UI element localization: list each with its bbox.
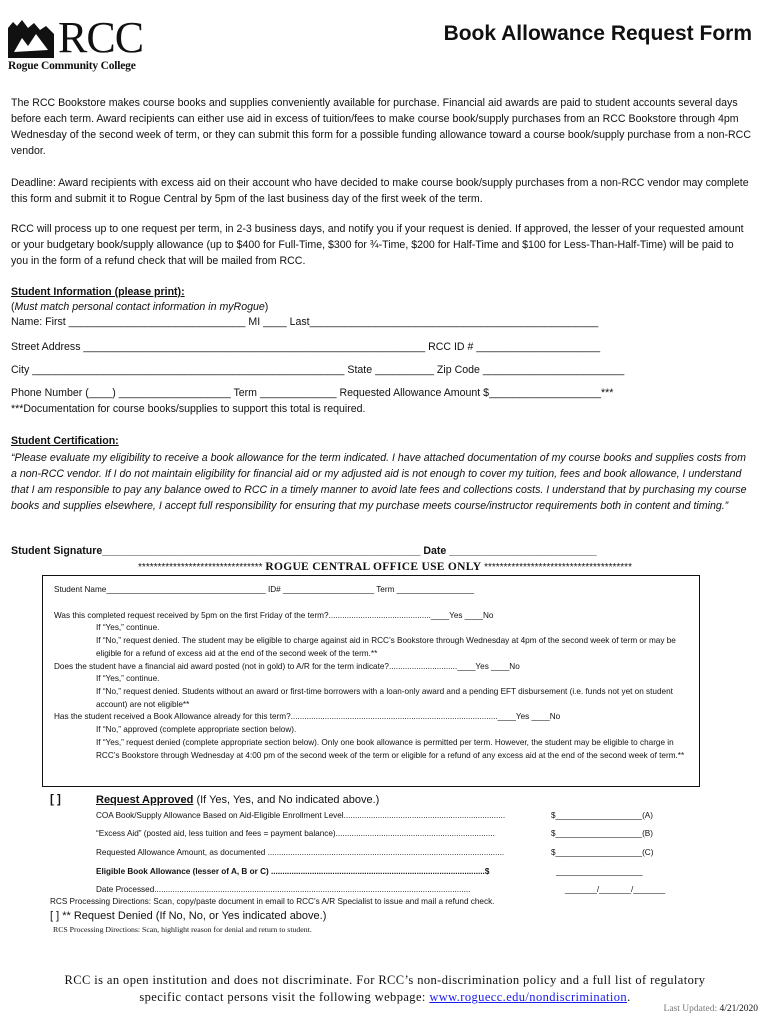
last-updated-label: Last Updated: bbox=[663, 1004, 718, 1014]
eligible-allowance-row: Eligible Book Allowance (lesser of A, B or C) ..............................................................................................$ bbox=[96, 867, 490, 876]
date-processed-value[interactable]: _______/_______/_______ bbox=[565, 885, 666, 894]
certification-heading: Student Certification: bbox=[11, 435, 119, 447]
logo-subtitle: Rogue Community College bbox=[8, 60, 136, 72]
certification-text: “Please evaluate my eligibility to receive a book allowance for the term indicated. I have attached documentation of my course books and supplies costs from a non-RCC vendor. If I do not maintain eligibility for financial aid or my adjusted aid is not enough to cover my tuition, fees and book allowance, I understand that I am responsible to pay any balance owed to RCC in a timely manner to avoid late fees and collections costs. I understand that by purchasing my course books and supplies elsewhere, I accept full responsibility for ensuring that my purchase meets course/instructor requirements both in content and timing.” bbox=[11, 452, 747, 512]
deadline-paragraph: Deadline: Award recipients with excess aid on their account who have decided to make course book/supply purchases from a non-RCC vendor may complete this form and submit it to Rogue Central by 5pm of the last business day of the first week of the term. bbox=[11, 177, 749, 205]
page-title: Book Allowance Request Form bbox=[443, 22, 752, 45]
processing-paragraph: RCC will process up to one request per term, in 2-3 business days, and notify you if your request is denied. If approved, the lesser of your requested amount or your budgetary book/supply allowance (up to $400 for Full-Time, $300 for ¾-Time, $200 for Half-Time and $100 for Less-Than-Half-Time) will be paid to you in the form of a refund check that will be mailed from RCC. bbox=[11, 223, 744, 267]
office-q3-yes: If “Yes,” request denied (complete appropriate section below). Only one book allowance is permitted per term. However, the student may be eligible to charge in RCC’s Bookstore through Wednesday at 4:00 pm of the second week of the term or eligible for a refund of any excess aid at the end of the second week of term.** bbox=[96, 738, 685, 760]
mountain-logo-icon bbox=[8, 20, 54, 58]
documentation-note: ***Documentation for course books/supplies to support this total is required. bbox=[11, 403, 366, 415]
logo-wordmark: RCC bbox=[58, 13, 144, 62]
footer-line-2-text: specific contact persons visit the following webpage: bbox=[139, 990, 430, 1004]
date-processed-row: Date Processed........................................................................................................................................... bbox=[96, 885, 471, 894]
last-updated bbox=[664, 1004, 758, 1014]
phone-field-line[interactable]: Phone Number (____) ___________________ Term _____________ Requested Allowance Amount $___________________*** bbox=[11, 387, 614, 399]
office-title-text: ROGUE CENTRAL OFFICE USE ONLY bbox=[265, 561, 482, 573]
student-info-note-text: Must match personal contact information in myRogue bbox=[14, 301, 265, 313]
signature-date-line[interactable]: Student Signature______________________________________________________ Date _________________________ bbox=[11, 545, 597, 557]
office-student-row[interactable]: Student Name___________________________________ ID# ____________________ Term _________________ bbox=[54, 585, 475, 594]
approval-rcs-directions: RCS Processing Directions: Scan, copy/paste document in email to RCC’s A/R Specialist to issue and mail a refund check. bbox=[50, 897, 495, 906]
coa-allowance-row: COA Book/Supply Allowance Based on Aid-Eligible Enrollment Level....................................................................... bbox=[96, 811, 506, 820]
intro-paragraph-1: The RCC Bookstore makes course books and supplies conveniently available for purchase. Financial aid awards are paid to student accounts several days before each term. Award recipients can either use aid in excess of tuition/fees to make course book/supply purchases from an RCC Bookstore through 4pm Wednesday of the second week of term, or they can submit this form for a possible funding allowance toward a course book/supply purchase from a non-RCC vendor. bbox=[11, 97, 751, 157]
office-q1-yes: If “Yes,” continue. bbox=[96, 623, 160, 632]
office-question-3[interactable]: Has the student received a Book Allowance already for this term?...........................................................................................____Yes ____No bbox=[54, 712, 561, 721]
office-stars-left: ******************************** bbox=[138, 562, 263, 573]
office-question-2[interactable]: Does the student have a financial aid award posted (not in gold) to A/R for the term indicate?..............................____Yes ____No bbox=[54, 662, 520, 671]
eligible-allowance-amount[interactable]: ___________________ bbox=[556, 867, 643, 876]
coa-allowance-amount[interactable]: $___________________(A) bbox=[551, 811, 653, 820]
approved-checkbox[interactable]: [ ] bbox=[50, 794, 61, 806]
footer-line-2 bbox=[0, 989, 770, 1006]
office-q2-no: If “No,” request denied. Students without an award or first-time borrowers with a loan-only award and a pending EFT disbursement (i.e. funds not yet on student account) are not eligible** bbox=[96, 687, 673, 709]
denial-rcs-directions: RCS Processing Directions: Scan, highlight reason for denial and return to student. bbox=[53, 925, 312, 934]
request-approved-label: Request Approved bbox=[96, 794, 194, 806]
rcc-logo bbox=[8, 13, 158, 76]
office-q2-yes: If “Yes,” continue. bbox=[96, 674, 160, 683]
office-q3-no: If “No,” approved (complete appropriate section below). bbox=[96, 725, 297, 734]
footer-period: . bbox=[627, 990, 631, 1004]
excess-aid-row: “Excess Aid” (posted aid, less tuition and fees = payment balance)...................................................................... bbox=[96, 829, 495, 838]
student-info-heading: Student Information (please print): bbox=[11, 286, 185, 298]
name-field-line[interactable]: Name: First ______________________________ MI ____ Last_________________________________________________ bbox=[11, 316, 599, 328]
excess-aid-amount[interactable]: $___________________(B) bbox=[551, 829, 653, 838]
office-stars-right: ************************************** bbox=[484, 562, 632, 573]
street-address-field-line[interactable]: Street Address __________________________________________________________ RCC ID # _____________________ bbox=[11, 341, 601, 353]
request-approved-heading bbox=[96, 794, 379, 806]
last-updated-date: 4/21/2020 bbox=[719, 1004, 758, 1014]
request-denied-line[interactable]: [ ] ** Request Denied (If No, No, or Yes indicated above.) bbox=[50, 910, 327, 922]
footer-line-1: RCC is an open institution and does not discriminate. For RCC’s non-discrimination policy and a full list of regulatory bbox=[64, 973, 706, 987]
requested-amount-value[interactable]: $___________________(C) bbox=[551, 848, 654, 857]
request-approved-condition: (If Yes, Yes, and No indicated above.) bbox=[193, 794, 380, 806]
requested-amount-row: Requested Allowance Amount, as documented ........................................................................................................ bbox=[96, 848, 505, 857]
nondiscrimination-link[interactable]: www.roguecc.edu/nondiscrimination bbox=[429, 990, 628, 1004]
office-use-title bbox=[0, 561, 770, 573]
non-discrimination-footer bbox=[0, 972, 770, 1006]
student-info-note: (Must match personal contact information in myRogue) bbox=[11, 301, 269, 313]
city-field-line[interactable]: City _____________________________________________________ State __________ Zip Code ________________________ bbox=[11, 364, 625, 376]
office-q1-no: If “No,” request denied. The student may be eligible to charge against aid in RCC’s Bookstore through Wednesday at 4pm of the second week of term or may be eligible for a refund of excess aid at the end of the second week of the term.** bbox=[96, 636, 676, 658]
office-question-1[interactable]: Was this completed request received by 5pm on the first Friday of the term?.............................................____Yes ____No bbox=[54, 611, 494, 620]
